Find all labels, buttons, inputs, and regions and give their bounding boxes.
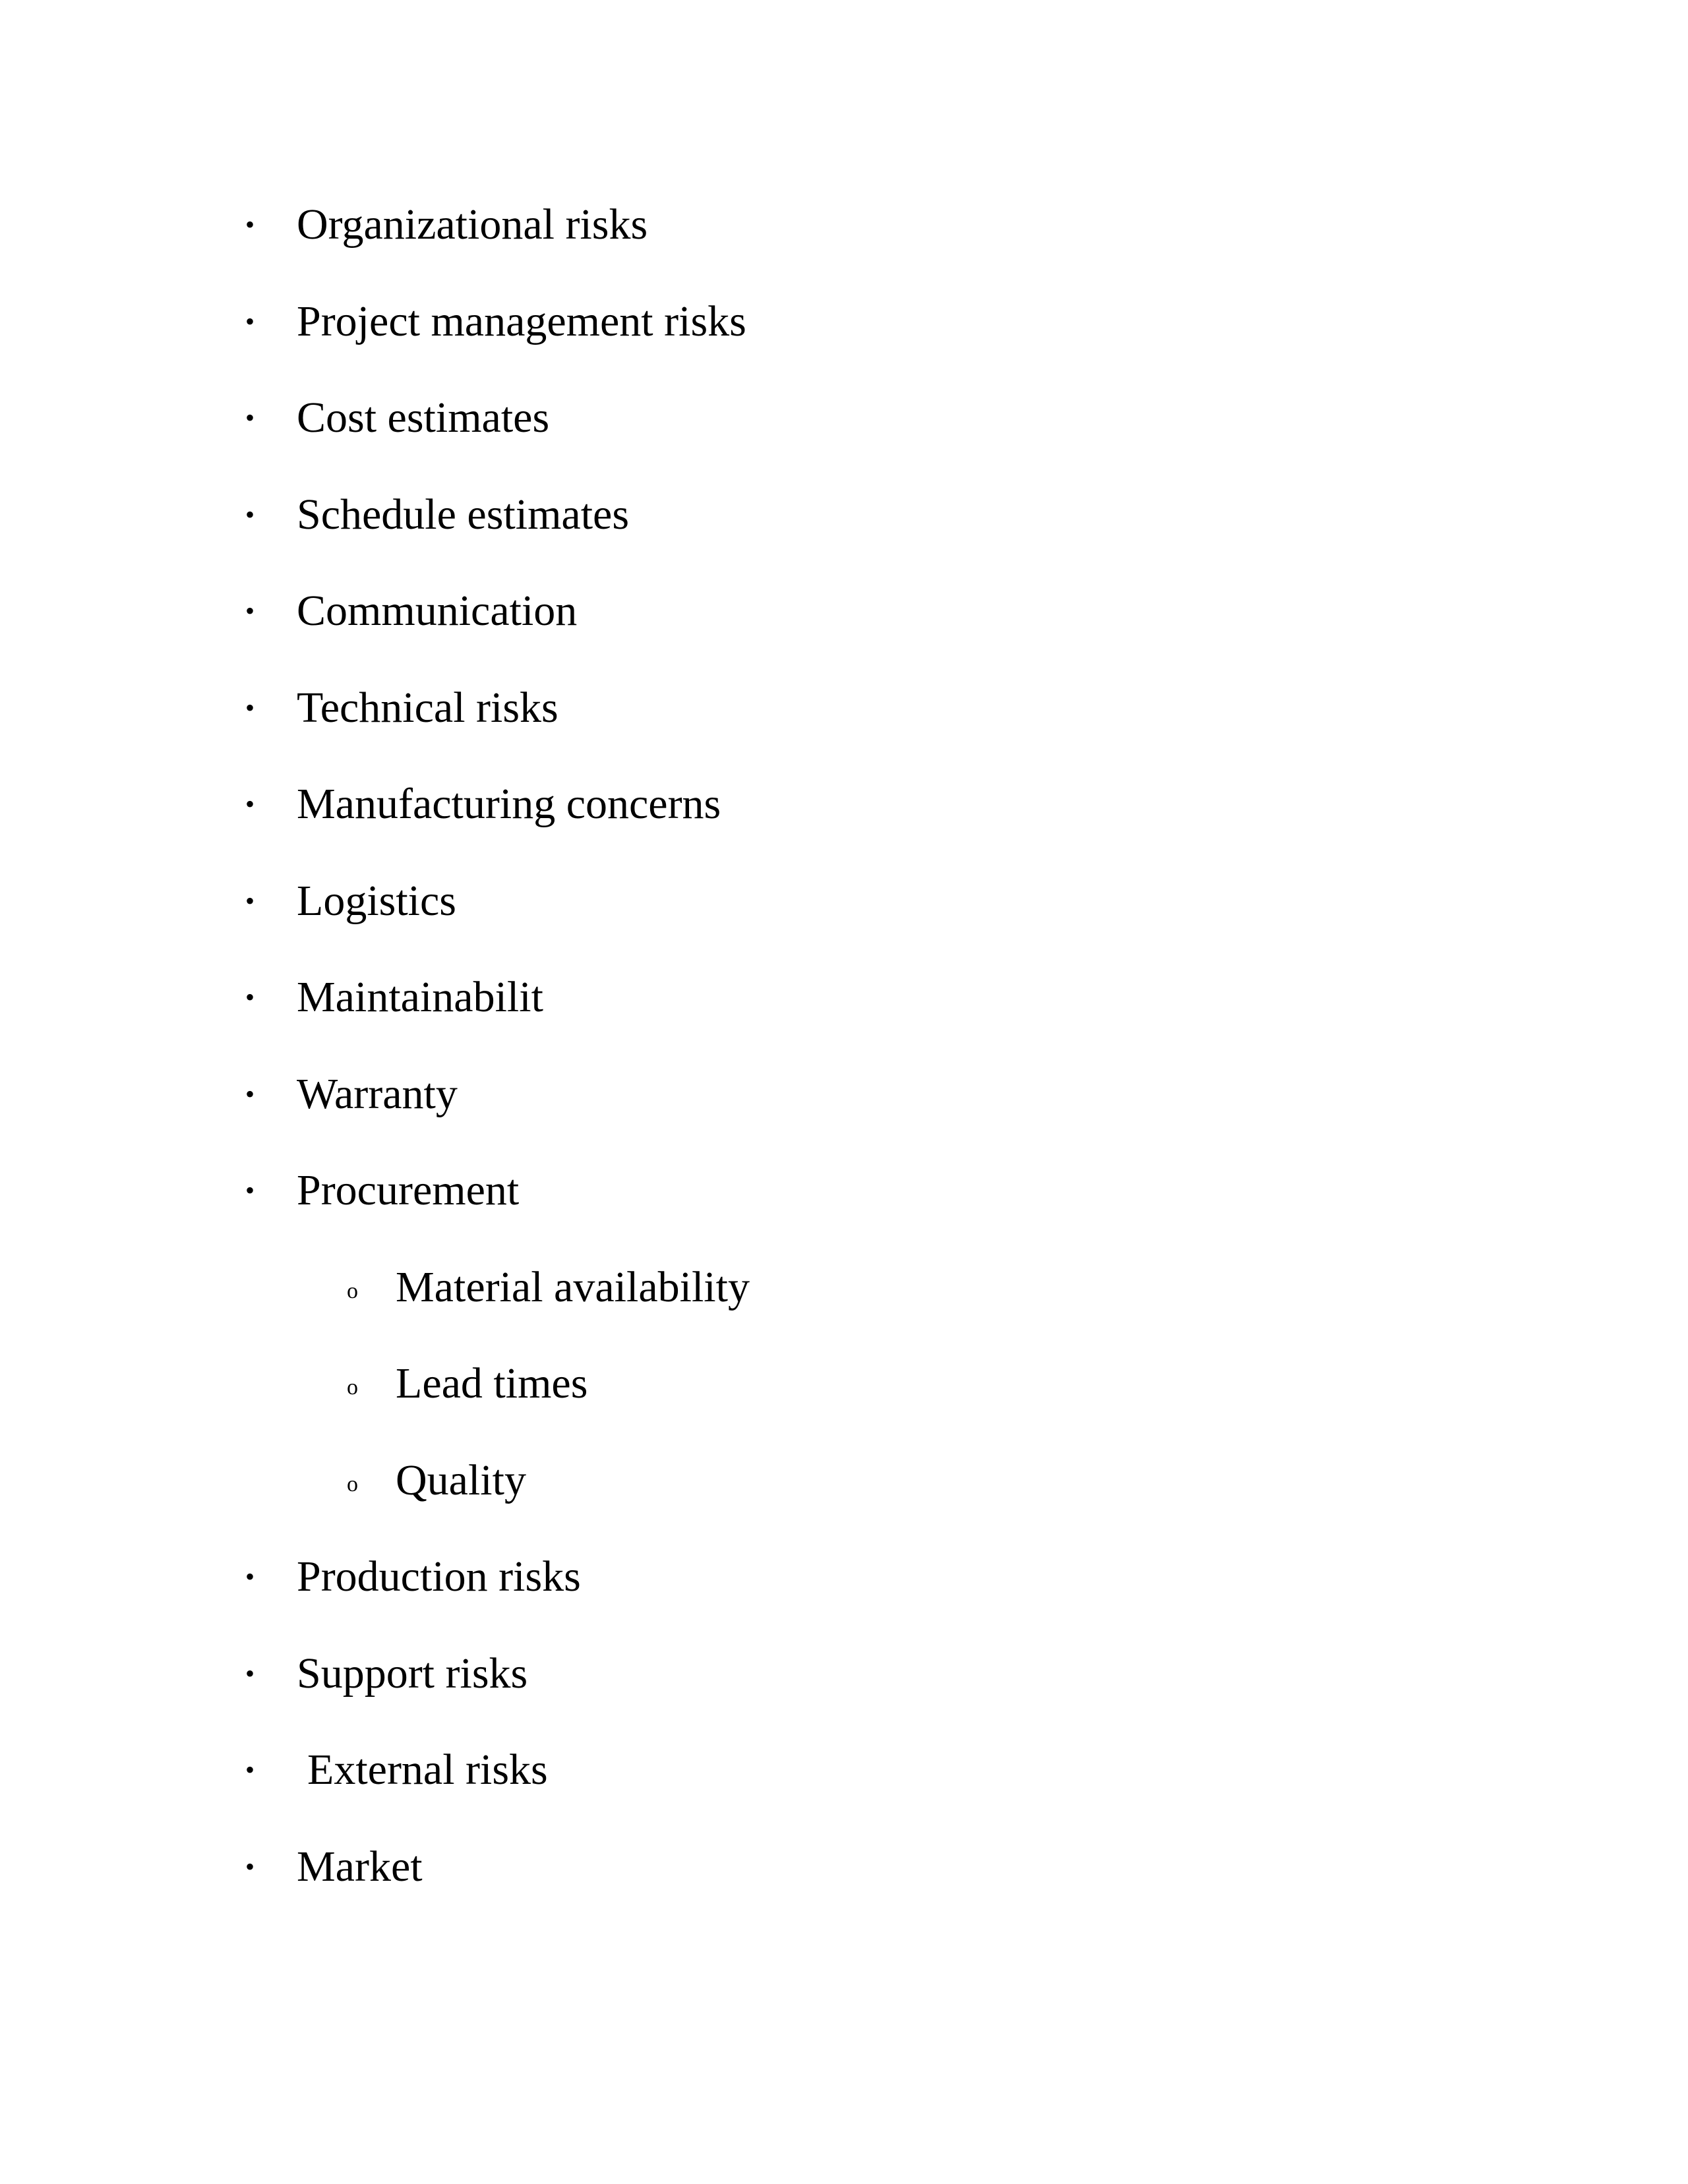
list-item-label: Technical risks xyxy=(297,683,558,732)
list-item-label: Support risks xyxy=(297,1649,528,1697)
list-item-manufacturing-concerns xyxy=(0,771,1688,868)
bullet-icon: • xyxy=(245,982,255,1012)
list-item-label: Quality xyxy=(396,1456,526,1504)
list-item-schedule-estimates xyxy=(0,481,1688,578)
list-item-label: Logistics xyxy=(297,876,456,925)
bullet-icon: • xyxy=(245,692,255,723)
list-item-technical-risks xyxy=(0,674,1688,771)
list-item-procurement xyxy=(0,1157,1688,1254)
bullet-icon: • xyxy=(245,1562,255,1591)
list-item-market xyxy=(0,1833,1688,1930)
list-item-label: Schedule estimates xyxy=(297,490,630,539)
list-item-label: Cost estimates xyxy=(297,394,550,442)
list-item-production-risks xyxy=(0,1543,1688,1640)
list-item-organizational-risks xyxy=(0,191,1688,288)
bullet-icon: • xyxy=(245,1078,255,1109)
hollow-bullet-icon: o xyxy=(347,1375,358,1400)
list-item-label: Organizational risks xyxy=(297,200,648,249)
bullet-icon: • xyxy=(245,1851,255,1881)
bullet-icon: • xyxy=(245,210,255,239)
sub-list-item-lead-times xyxy=(0,1350,1688,1447)
bullet-icon: • xyxy=(245,1755,255,1785)
list-item-cost-estimates xyxy=(0,384,1688,481)
list-item-label: Communication xyxy=(297,587,578,635)
sub-list-item-quality xyxy=(0,1447,1688,1544)
list-item-label: Maintainabilit xyxy=(297,973,543,1021)
list-item-label: Warranty xyxy=(297,1069,458,1118)
list-item-label: Manufacturing concerns xyxy=(297,780,721,828)
list-item-external-risks xyxy=(0,1736,1688,1833)
list-item-label: Production risks xyxy=(297,1552,581,1601)
bullet-icon: • xyxy=(245,403,255,432)
list-item-maintainability xyxy=(0,964,1688,1061)
list-item-label: Material availability xyxy=(396,1262,750,1311)
bullet-icon: • xyxy=(245,1175,255,1205)
hollow-bullet-icon: o xyxy=(347,1471,358,1496)
bullet-icon: • xyxy=(245,596,255,626)
list-item-label: External risks xyxy=(307,1746,548,1794)
list-item-warranty xyxy=(0,1061,1688,1158)
list-item-label: Lead times xyxy=(396,1359,588,1407)
bullet-icon: • xyxy=(245,306,255,336)
hollow-bullet-icon: o xyxy=(347,1278,358,1303)
list-item-communication xyxy=(0,577,1688,674)
list-item-logistics xyxy=(0,868,1688,964)
risk-list xyxy=(0,191,1688,1930)
list-item-support-risks xyxy=(0,1640,1688,1737)
bullet-icon: • xyxy=(245,499,255,529)
list-item-label: Procurement xyxy=(297,1166,520,1214)
bullet-icon: • xyxy=(245,885,255,916)
list-item-label: Project management risks xyxy=(297,297,746,345)
bullet-icon: • xyxy=(245,1658,255,1688)
list-item-label: Market xyxy=(297,1842,423,1891)
bullet-icon: • xyxy=(245,789,255,819)
sub-list-item-material-availability xyxy=(0,1254,1688,1351)
list-item-project-management-risks xyxy=(0,288,1688,385)
